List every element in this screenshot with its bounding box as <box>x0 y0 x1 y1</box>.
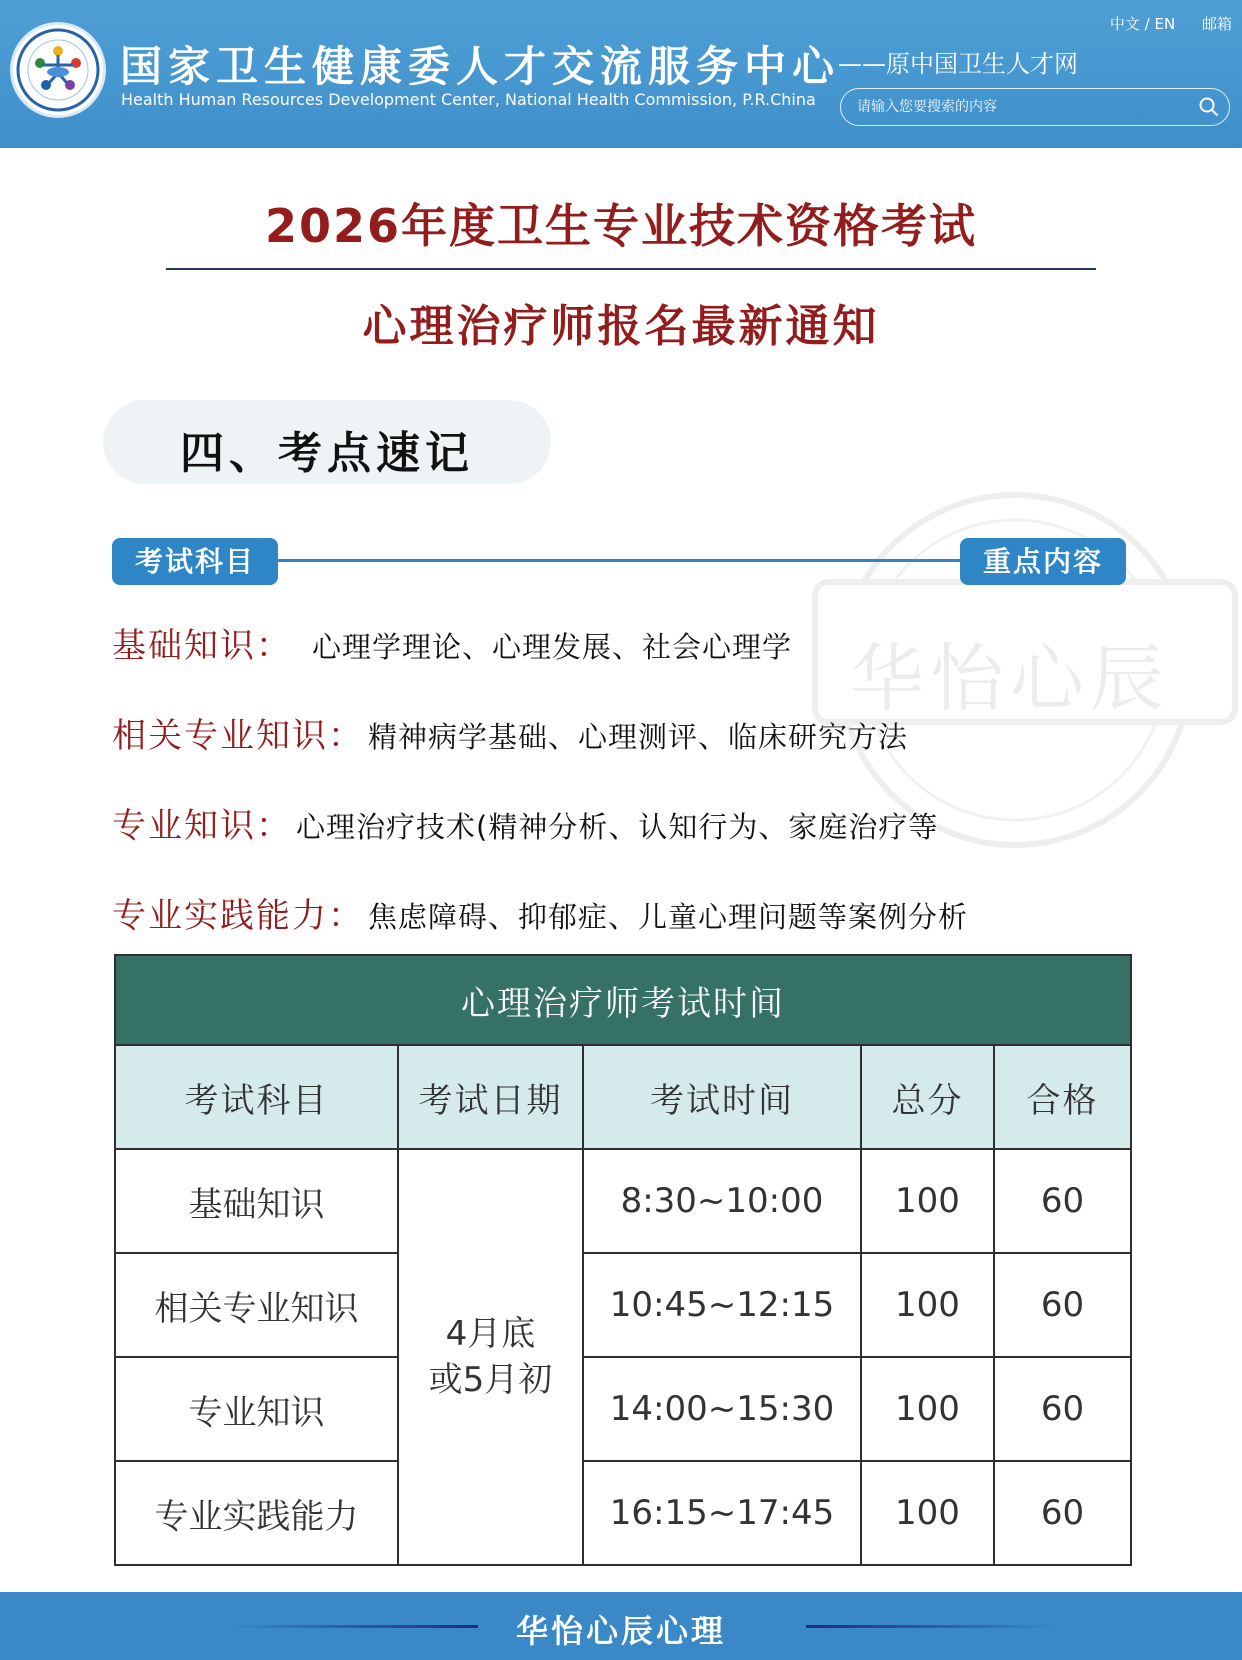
table-caption-row <box>115 955 1131 1045</box>
column-header-pass: 合格 <box>994 1045 1131 1149</box>
cell-total: 100 <box>861 1149 994 1253</box>
exam-schedule-table <box>114 954 1132 1566</box>
cell-subject: 专业知识 <box>115 1357 398 1461</box>
page-title: 2026年度卫生专业技术资格考试 <box>264 199 978 253</box>
cell-time: 10:45~12:15 <box>583 1253 861 1357</box>
tag-connector-line <box>270 559 970 562</box>
search-box <box>840 88 1230 126</box>
subject-row <box>112 798 938 847</box>
exam-date-line1: 4月底 <box>445 1314 536 1354</box>
exam-date-line2: 或5月初 <box>428 1360 553 1400</box>
cell-exam-date <box>398 1149 583 1565</box>
cell-pass: 60 <box>994 1149 1131 1253</box>
page-subtitle: 心理治疗师报名最新通知 <box>362 301 880 352</box>
org-name-en: Health Human Resources Development Center, National Health Commission, P.R.China <box>121 90 816 109</box>
site-header <box>0 0 1242 148</box>
title-divider <box>166 268 1096 270</box>
section-heading: 四、考点速记 <box>180 428 474 479</box>
table-row <box>115 1357 1131 1461</box>
subject-label: 相关专业知识： <box>112 716 364 756</box>
table-row <box>115 1149 1131 1253</box>
search-icon[interactable] <box>1199 97 1219 117</box>
cell-time: 16:15~17:45 <box>583 1461 861 1565</box>
subject-label: 专业知识： <box>112 806 292 846</box>
watermark-text: 华怡心辰 <box>850 636 1170 722</box>
subject-desc: 焦虑障碍、抑郁症、儿童心理问题等案例分析 <box>368 900 969 934</box>
cell-time: 14:00~15:30 <box>583 1357 861 1461</box>
footer-brand: 华怡心辰心理 <box>515 1612 726 1650</box>
cell-subject: 相关专业知识 <box>115 1253 398 1357</box>
subject-label: 专业实践能力： <box>112 896 364 936</box>
tag-key-content: 重点内容 <box>960 538 1126 585</box>
former-site-name: ——原中国卫生人才网 <box>838 50 1078 78</box>
subject-row <box>112 618 792 667</box>
subject-desc: 心理治疗技术(精神分析、认知行为、家庭治疗等 <box>296 810 939 844</box>
table-row <box>115 1461 1131 1565</box>
cell-pass: 60 <box>994 1461 1131 1565</box>
mail-link[interactable]: 邮箱 <box>1201 15 1232 33</box>
cell-pass: 60 <box>994 1357 1131 1461</box>
column-header-date: 考试日期 <box>398 1045 583 1149</box>
cell-total: 100 <box>861 1253 994 1357</box>
column-header-total: 总分 <box>861 1045 994 1149</box>
table-header-row <box>115 1045 1131 1149</box>
subject-desc: 精神病学基础、心理测评、临床研究方法 <box>368 720 909 754</box>
table-caption: 心理治疗师考试时间 <box>115 955 1131 1045</box>
logo-emblem[interactable] <box>10 22 106 118</box>
top-links <box>1088 13 1232 34</box>
column-header-time: 考试时间 <box>583 1045 861 1149</box>
cell-time: 8:30~10:00 <box>583 1149 861 1253</box>
subject-row <box>112 888 968 937</box>
cell-total: 100 <box>861 1461 994 1565</box>
column-header-subject: 考试科目 <box>115 1045 398 1149</box>
cell-subject: 基础知识 <box>115 1149 398 1253</box>
tag-exam-subjects: 考试科目 <box>112 538 278 585</box>
cell-pass: 60 <box>994 1253 1131 1357</box>
org-name-cn: 国家卫生健康委人才交流服务中心 <box>120 42 841 91</box>
table-row <box>115 1253 1131 1357</box>
subject-desc: 心理学理论、心理发展、社会心理学 <box>312 630 793 664</box>
logo-emblem-icon <box>13 25 103 115</box>
subject-label: 基础知识： <box>112 626 292 666</box>
footer-bar <box>0 1592 1242 1660</box>
search-input[interactable] <box>857 89 1187 125</box>
language-switch-link[interactable]: 中文 / EN <box>1109 15 1176 33</box>
cell-subject: 专业实践能力 <box>115 1461 398 1565</box>
cell-total: 100 <box>861 1357 994 1461</box>
subject-row <box>112 708 908 757</box>
